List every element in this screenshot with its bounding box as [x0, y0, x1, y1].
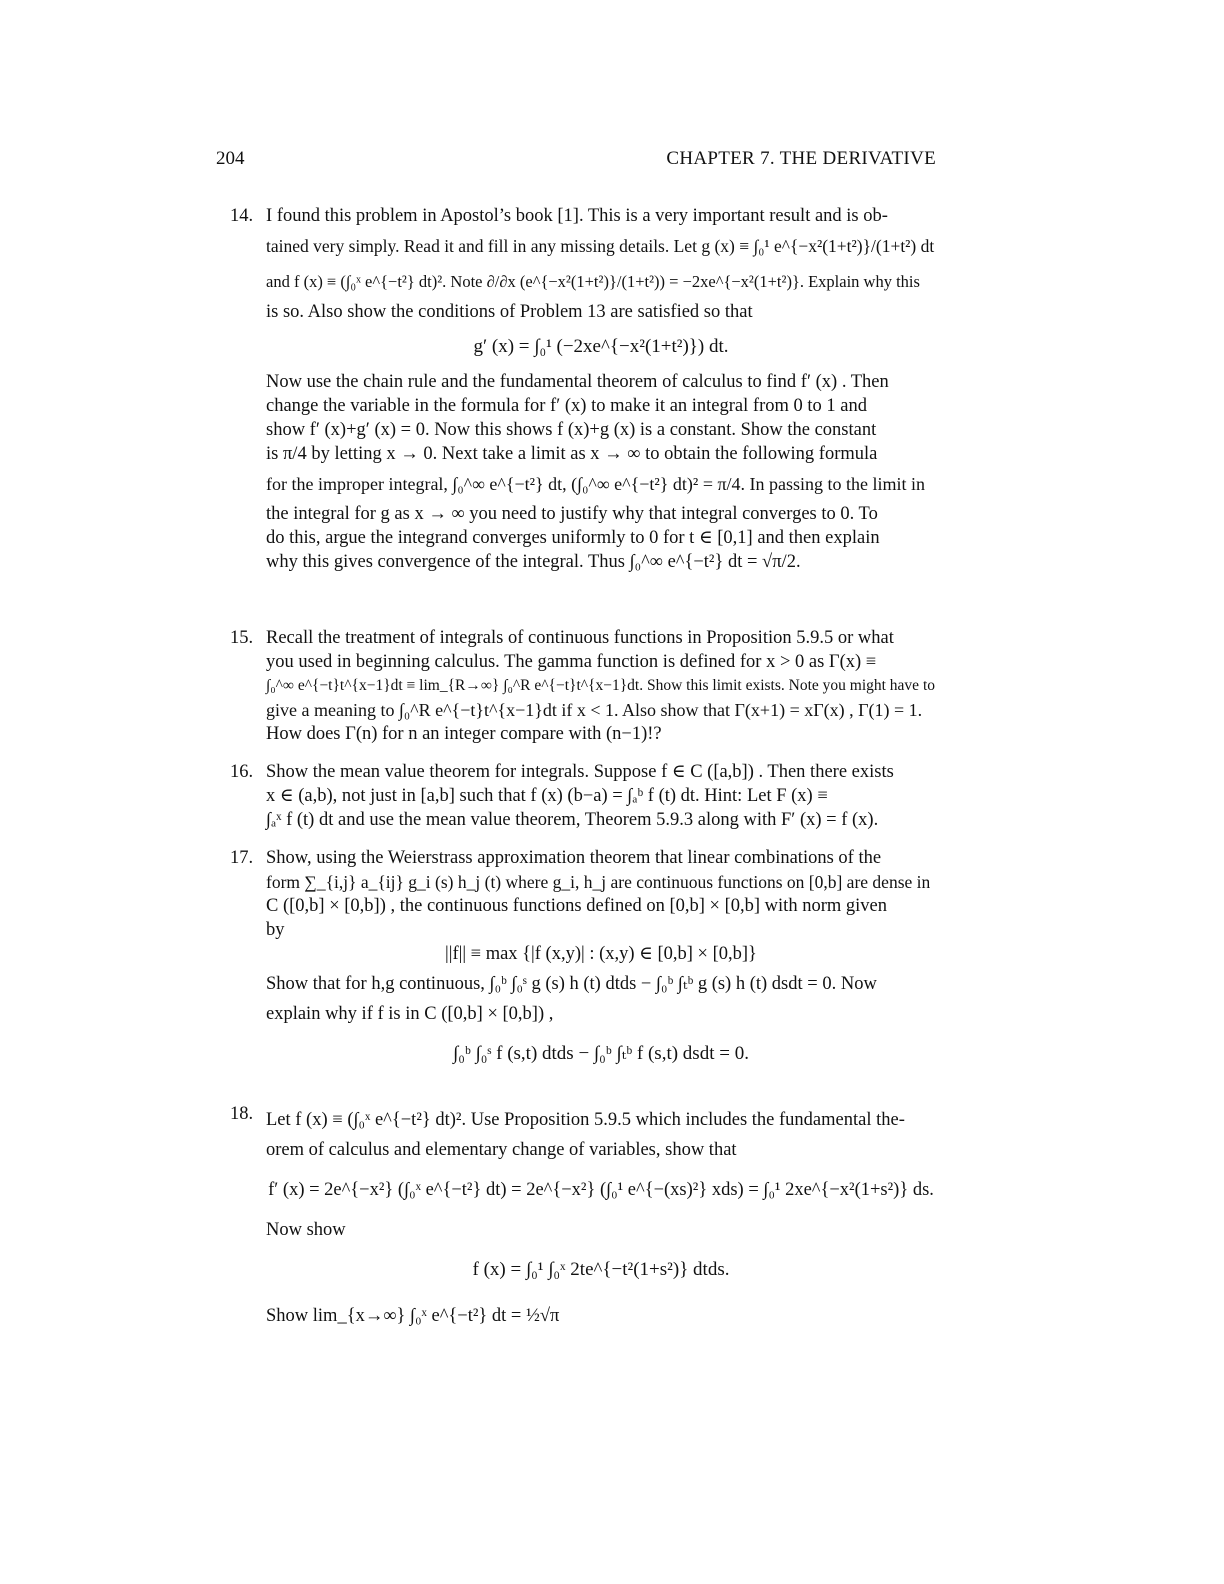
text-line: ∫ₐˣ f (t) dt and use the mean value theorem, Theorem 5.9.3 along with F′ (x) = f (x). — [266, 810, 879, 830]
text-line: by — [266, 920, 285, 940]
display-equation: ∫₀ᵇ ∫₀ˢ f (s,t) dtds − ∫₀ᵇ ∫ₜᵇ f (s,t) dsdt = 0. — [453, 1043, 749, 1064]
text-line: why this gives convergence of the integral. Thus ∫₀^∞ e^{−t²} dt = √π/2. — [266, 552, 801, 572]
text-line: explain why if f is in C ([0,b] × [0,b]) , — [266, 1004, 554, 1024]
text-line: is π/4 by letting x → 0. Next take a limit as x → ∞ to obtain the following formula — [266, 444, 878, 464]
text-line: give a meaning to ∫₀^R e^{−t}t^{x−1}dt if x < 1. Also show that Γ(x+1) = xΓ(x) , Γ(1) = 1. — [266, 700, 923, 720]
text-line: and f (x) ≡ (∫₀ˣ e^{−t²} dt)². Note ∂/∂x (e^{−x²(1+t²)}/(1+t²)) = −2xe^{−x²(1+t²)}. Explain why this — [266, 272, 920, 291]
problem-number: 18. — [230, 1104, 254, 1124]
display-equation: f′ (x) = 2e^{−x²} (∫₀ˣ e^{−t²} dt) = 2e^{−x²} (∫₀¹ e^{−(xs)²} xds) = ∫₀¹ 2xe^{−x²(1+s²)} ds. — [268, 1180, 934, 1200]
page-number: 204 — [216, 148, 245, 169]
text-line: C ([0,b] × [0,b]) , the continuous functions defined on [0,b] × [0,b] with norm given — [266, 896, 887, 916]
text-line: form ∑_{i,j} a_{ij} g_i (s) h_j (t) where g_i, h_j are continuous functions on [0,b] are dense in — [266, 872, 931, 892]
text-line: tained very simply. Read it and fill in any missing details. Let g (x) ≡ ∫₀¹ e^{−x²(1+t²)}/(1+t²) dt — [266, 236, 935, 256]
text-line: Now use the chain rule and the fundamental theorem of calculus to find f′ (x) . Then — [266, 372, 889, 392]
text-line: you used in beginning calculus. The gamma function is defined for x > 0 as Γ(x) ≡ — [266, 652, 877, 672]
text-line: is so. Also show the conditions of Problem 13 are satisfied so that — [266, 302, 753, 322]
text-line: Show, using the Weierstrass approximation theorem that linear combinations of the — [266, 848, 882, 868]
text-line: Show lim_{x→∞} ∫₀ˣ e^{−t²} dt = ½√π — [266, 1306, 560, 1326]
text-line: change the variable in the formula for f′ (x) to make it an integral from 0 to 1 and — [266, 396, 867, 416]
problem-number: 16. — [230, 762, 254, 782]
text-line: ∫₀^∞ e^{−t}t^{x−1}dt ≡ lim_{R→∞} ∫₀^R e^{−t}t^{x−1}dt. Show this limit exists. Note you might have to — [266, 677, 935, 694]
text-line: I found this problem in Apostol’s book [1]. This is a very important result and is ob- — [266, 206, 888, 226]
text-line: Show the mean value theorem for integrals. Suppose f ∈ C ([a,b]) . Then there exists — [266, 762, 894, 782]
problem-number: 14. — [230, 206, 254, 226]
chapter-title: CHAPTER 7. THE DERIVATIVE — [666, 148, 936, 169]
text-line: Now show — [266, 1220, 346, 1240]
text-line: the integral for g as x → ∞ you need to justify why that integral converges to 0. To — [266, 504, 878, 524]
display-equation: ||f|| ≡ max {|f (x,y)| : (x,y) ∈ [0,b] × [0,b]} — [445, 944, 757, 964]
text-line: Recall the treatment of integrals of continuous functions in Proposition 5.9.5 or what — [266, 628, 894, 648]
problem-number: 15. — [230, 628, 254, 648]
text-line: x ∈ (a,b), not just in [a,b] such that f (x) (b−a) = ∫ₐᵇ f (t) dt. Hint: Let F (x) ≡ — [266, 786, 828, 806]
text-line: do this, argue the integrand converges uniformly to 0 for t ∈ [0,1] and then explain — [266, 528, 880, 548]
page-header — [216, 148, 936, 174]
text-line: How does Γ(n) for n an integer compare with (n−1)!? — [266, 724, 662, 744]
text-line: orem of calculus and elementary change of variables, show that — [266, 1140, 737, 1160]
text-line: show f′ (x)+g′ (x) = 0. Now this shows f (x)+g (x) is a constant. Show the constant — [266, 420, 877, 440]
text-line: Let f (x) ≡ (∫₀ˣ e^{−t²} dt)². Use Proposition 5.9.5 which includes the fundamental the- — [266, 1110, 905, 1130]
text-line: for the improper integral, ∫₀^∞ e^{−t²} dt, (∫₀^∞ e^{−t²} dt)² = π/4. In passing to the limit in — [266, 474, 926, 494]
display-equation: g′ (x) = ∫₀¹ (−2xe^{−x²(1+t²)}) dt. — [473, 336, 729, 357]
problem-number: 17. — [230, 848, 254, 868]
text-line: Show that for h,g continuous, ∫₀ᵇ ∫₀ˢ g (s) h (t) dtds − ∫₀ᵇ ∫ₜᵇ g (s) h (t) dsdt = 0. Now — [266, 974, 877, 994]
display-equation: f (x) = ∫₀¹ ∫₀ˣ 2te^{−t²(1+s²)} dtds. — [472, 1259, 730, 1280]
